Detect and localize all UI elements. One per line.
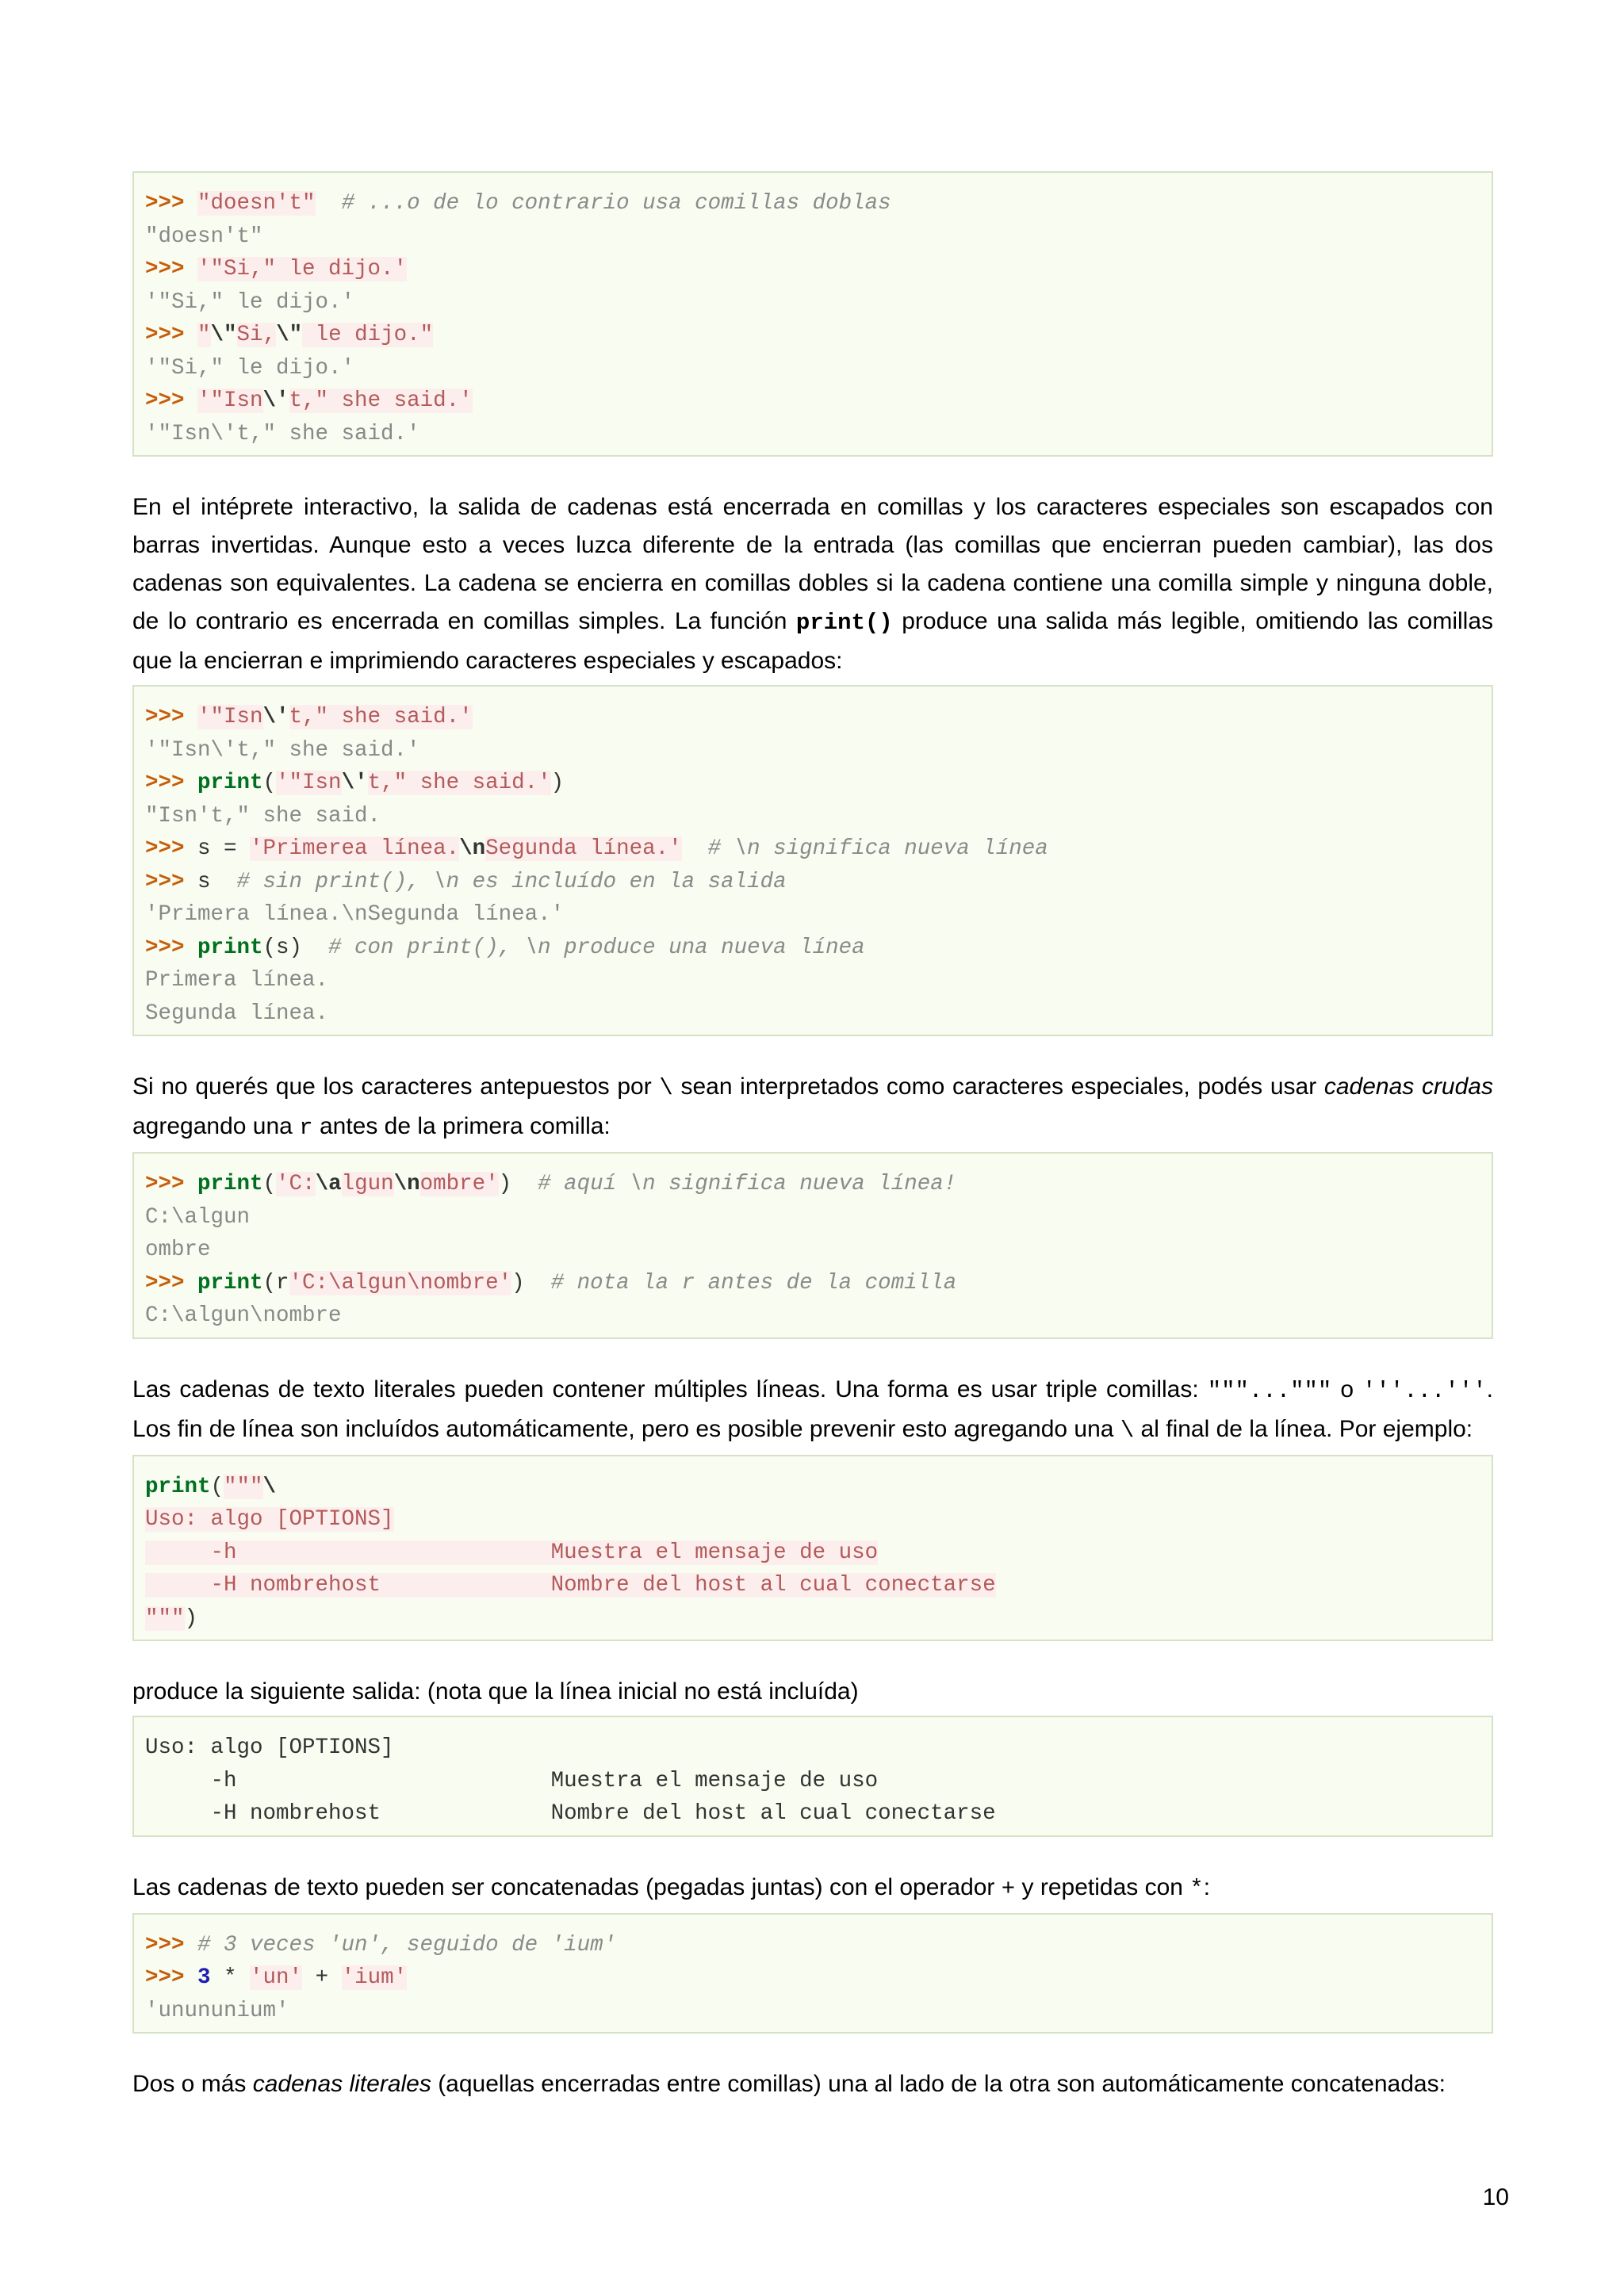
code-token: lgun [341,1172,394,1196]
code-token: \' [262,388,289,413]
code-token: 'Primera línea.\nSegunda línea.' [145,902,565,927]
inline-code-backslash: \ [659,1075,673,1101]
paragraph-interpreter-output: En el intéprete interactivo, la salida de cadenas está encerrada en comillas y los caracteres especiales son escapados con barras invertidas. Aunque esto a veces luzca diferente de la entrada (las comillas que encierran pueden cambiar), las dos cadenas son equivalentes. La cadena se encierra en comillas dobles si la cadena contiene una comilla simple y ninguna doble, de lo contrario es encerrada en comillas simples. La función print() produce una salida más legible, omitiendo las comillas que la encierran e imprimiendo caracteres especiales y escapados: [132,494,1494,674]
code-token: \' [262,705,289,729]
code-line [145,220,1480,254]
inline-code-print: print() [795,610,893,636]
paragraph-concatenation: Las cadenas de texto pueden ser concatenadas (pegadas juntas) con el operador + y repetidas con *: [132,1873,1211,1902]
code-token: ) [184,1605,198,1631]
code-token: s [197,869,237,894]
code-line [145,1929,1480,1962]
code-line [145,1503,1480,1536]
code-token: Primera línea. [145,968,329,993]
document-page [132,171,1493,2103]
code-block-repeat [132,1913,1493,2034]
code-token: '"Si," le dijo.' [145,355,355,381]
code-token: """ [224,1474,263,1499]
paragraph-output-note: produce la siguiente salida: (nota que la línea inicial no está incluída) [132,1678,859,1705]
code-token: (r [262,1270,289,1295]
inline-code-triple-double: """...""" [1207,1377,1332,1404]
code-token: 'unununium' [145,1998,289,2023]
code-token: >>> [145,1172,198,1196]
code-token: # aquí \n significa nueva línea! [538,1172,957,1196]
code-token: ombre [145,1238,211,1262]
code-token: # sin print(), \n es incluído en la salida [236,869,787,894]
code-line [145,1961,1480,1995]
code-token: """ [145,1605,185,1631]
inline-code-plus: + [1001,1875,1016,1902]
code-token: t," she said.' [289,388,473,413]
code-token: \n [459,836,486,861]
code-line [145,800,1480,833]
code-line [145,932,1480,965]
code-token: >>> [145,323,198,347]
code-token: Uso: algo [OPTIONS] [145,1735,394,1760]
code-token: Segunda línea. [145,1001,329,1026]
code-token: Si, [236,323,277,347]
code-token: ( [210,1474,224,1499]
code-token: >>> [145,935,198,960]
code-block-raw [132,1152,1493,1339]
code-token: * [210,1965,251,1990]
code-token: \' [341,771,368,795]
code-line [145,701,1480,734]
code-block-quotes [132,171,1493,457]
code-token: "Isn't," she said. [145,803,381,828]
code-token: >>> [145,869,198,894]
code-token: Uso: algo [OPTIONS] [145,1507,394,1532]
code-token: '"Isn [276,771,342,795]
code-line [145,1299,1480,1333]
code-token: + [302,1965,342,1990]
code-token: \n [393,1172,420,1196]
code-block-multiline-output [132,1716,1493,1837]
code-token: >>> [145,191,198,216]
code-token: '"Isn\'t," she said.' [145,737,420,763]
code-line [145,734,1480,767]
code-token: \ [262,1474,277,1499]
code-line [145,385,1480,418]
code-token: \" [276,323,303,347]
code-line [145,1536,1480,1570]
code-token: -h Muestra el mensaje de uso [145,1540,879,1565]
code-token: '"Si," le dijo.' [145,289,355,315]
code-token: ( [262,1172,277,1196]
code-line [145,1234,1480,1267]
code-token: >>> [145,1270,198,1295]
code-line [145,1471,1480,1504]
code-token: -h Muestra el mensaje de uso [145,1768,879,1793]
code-block-multiline-source [132,1455,1493,1642]
code-token: '"Si," le dijo.' [197,257,408,281]
code-line [145,286,1480,320]
code-token: >>> [145,771,198,795]
code-token: -H nombrehost Nombre del host al cual conectarse [145,1573,996,1598]
code-line [145,1995,1480,2028]
code-line [145,1602,1480,1636]
code-token: "doesn't" [145,224,263,249]
code-line [145,1267,1480,1300]
code-line [145,1201,1480,1234]
code-line [145,1797,1480,1831]
code-token: 'un' [250,1965,303,1990]
code-token: (s) [262,935,329,960]
code-token: ombre' [419,1172,499,1196]
code-token: >>> [145,705,198,729]
paragraph-multiline: Las cadenas de texto literales pueden contener múltiples líneas. Una forma es usar triple comillas: """...""" o '''...'''. Los fin de línea son incluídos automáticamente, pero es posible prevenir esto agregando una \ al final de la línea. Por ejemplo: [132,1376,1493,1444]
code-token: 3 [197,1965,211,1990]
code-token: " [197,323,211,347]
code-token: t," she said.' [367,771,551,795]
code-token: 'ium' [341,1965,408,1990]
code-token: "doesn't" [197,191,316,216]
code-token: # nota la r antes de la comilla [550,1270,957,1295]
code-token: '"Isn\'t," she said.' [145,421,420,446]
code-token: \a [315,1172,342,1196]
code-token: s = [197,836,251,861]
code-line [145,418,1480,451]
inline-code-backslash-eol: \ [1120,1417,1135,1444]
code-token: C:\algun [145,1204,251,1230]
code-token: 'C:\algun\nombre' [289,1270,512,1295]
code-token: # 3 veces 'un', seguido de 'ium' [197,1932,617,1957]
emphasis-string-literals: cadenas literales [252,2071,431,2097]
code-token: C:\algun\nombre [145,1303,342,1328]
code-token: print [197,1172,263,1196]
code-token: >>> [145,836,198,861]
code-token: Segunda línea.' [485,836,682,861]
code-token: >>> [145,1965,198,1990]
code-line [145,866,1480,899]
code-token: ( [262,771,277,795]
page-number: 10 [1482,2184,1509,2210]
code-line [145,898,1480,932]
code-token: '"Isn [197,705,263,729]
code-token: '"Isn [197,388,263,413]
code-token: # \n significa nueva línea [707,836,1048,861]
code-token: >>> [145,388,198,413]
code-token: 'Primerea línea. [250,836,460,861]
code-line [145,964,1480,997]
emphasis-raw-strings: cadenas crudas [1323,1073,1493,1100]
code-line [145,832,1480,866]
paragraph-raw-strings: Si no querés que los caracteres antepuestos por \ sean interpretados como caracteres especiales, podés usar cadenas crudas agregando una r antes de la primera comilla: [132,1073,1493,1141]
code-token: # ...o de lo contrario usa comillas doblas [341,191,891,216]
code-token: print [197,771,263,795]
code-token: >>> [145,257,198,281]
code-line [145,997,1480,1031]
inline-code-r: r [299,1115,313,1141]
code-line [145,1168,1480,1201]
paragraph-literal-concat: Dos o más cadenas literales (aquellas encerradas entre comillas) una al lado de la otra son automáticamente concatenadas: [132,2071,1446,2097]
code-token: 'C: [276,1172,316,1196]
code-line [145,253,1480,286]
inline-code-triple-single: '''...''' [1362,1377,1487,1404]
code-token: # con print(), \n produce una nueva línea [328,935,865,960]
code-line [145,1732,1480,1765]
code-token: ) [511,1270,551,1295]
code-line [145,187,1480,220]
code-token: print [145,1474,211,1499]
code-token: >>> [145,1932,198,1957]
code-block-print [132,685,1493,1036]
code-token: t," she said.' [289,705,473,729]
code-line [145,1569,1480,1602]
code-line [145,352,1480,385]
code-token: le dijo." [302,323,434,347]
code-token [682,836,708,861]
inline-code-star: * [1189,1875,1204,1902]
code-line [145,1765,1480,1798]
code-token: print [197,1270,263,1295]
code-token: -H nombrehost Nombre del host al cual conectarse [145,1801,996,1826]
code-line [145,319,1480,352]
code-token: ) [550,771,565,795]
code-token: ) [498,1172,538,1196]
code-token [316,191,342,216]
code-line [145,767,1480,800]
code-token: \" [210,323,237,347]
code-token: print [197,935,263,960]
